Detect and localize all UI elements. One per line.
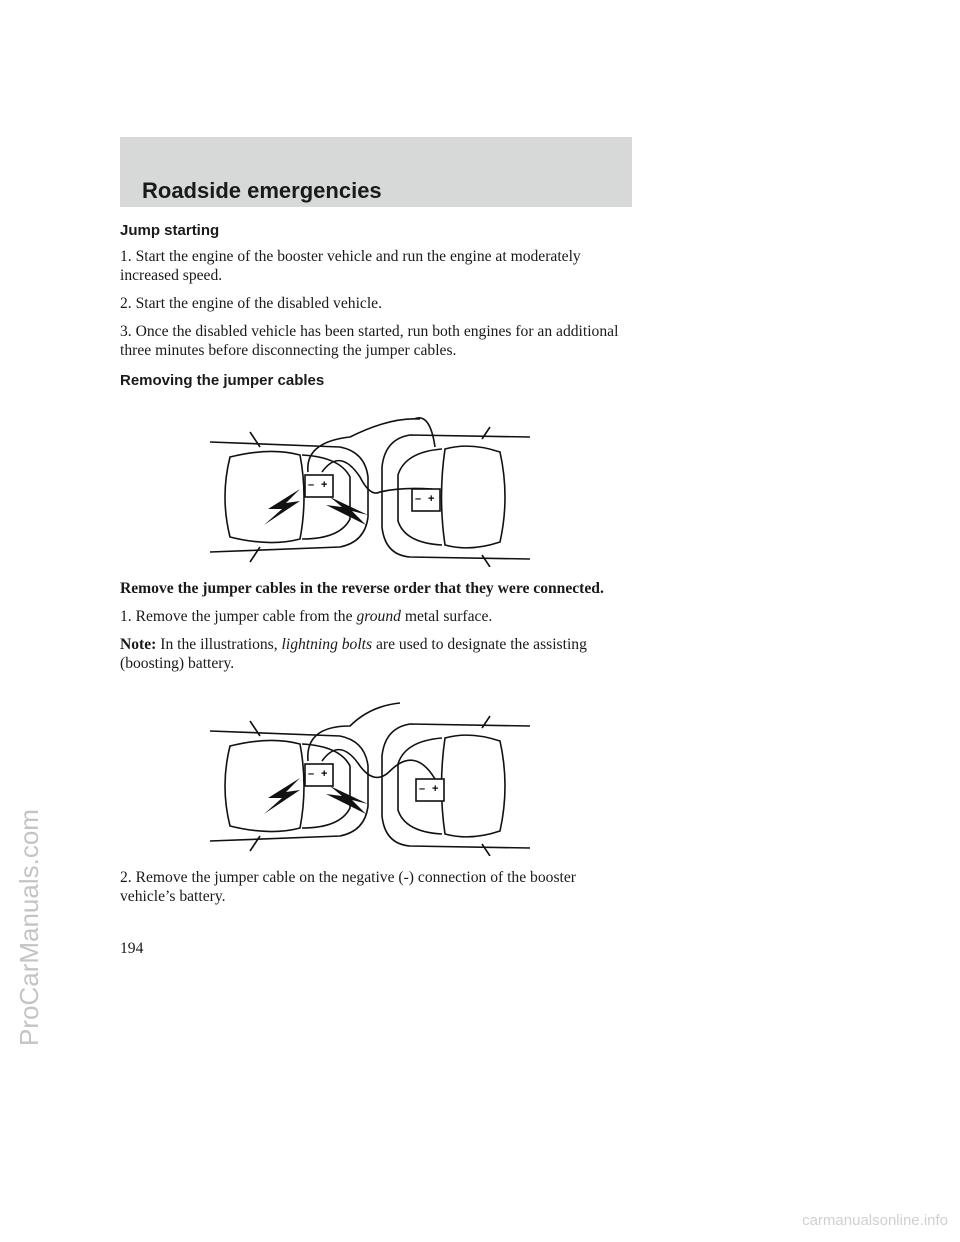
note-text-1: In the illustrations, (156, 636, 282, 653)
lightning-bolt-icon (326, 497, 368, 525)
battery-plus-label: + (321, 768, 328, 780)
content (120, 222, 620, 915)
battery-plus-label: + (428, 493, 435, 505)
battery-minus-label: – (308, 768, 315, 780)
lightning-bolt-icon (326, 786, 368, 814)
bottom-watermark: carmanualsonline.info (802, 1212, 948, 1229)
lightning-bolt-icon (264, 489, 300, 525)
reverse-order-instruction: Remove the jumper cables in the reverse order that they were connected. (120, 580, 604, 597)
remove-step-1-suffix: metal surface. (400, 608, 493, 625)
battery-plus-label: + (321, 479, 328, 491)
remove-step-2: 2. Remove the jumper cable on the negative (-) connection of the booster vehicle’s battery. (120, 869, 576, 905)
page-number: 194 (120, 940, 144, 957)
note (120, 635, 620, 673)
step-1: 1. Start the engine of the booster vehicle and run the engine at moderately increased speed. (120, 248, 581, 284)
page-title: Roadside emergencies (142, 178, 382, 203)
remove-step-1 (120, 607, 620, 626)
section-heading-removing: Removing the jumper cables (120, 372, 325, 389)
battery-minus-label: – (419, 783, 426, 795)
jump-start-illustration-1 (190, 397, 550, 567)
note-label: Note: (120, 636, 157, 653)
side-watermark: ProCarManuals.com (14, 809, 44, 1046)
battery-minus-label: – (415, 493, 422, 505)
lightning-bolt-icon (264, 778, 300, 814)
jump-start-illustration-2 (190, 691, 550, 856)
note-text-2: are used to designate the assisting (boosting) battery. (120, 636, 587, 672)
section-heading-jump-starting: Jump starting (120, 222, 220, 239)
battery-plus-label: + (432, 783, 439, 795)
battery-minus-label: – (308, 479, 315, 491)
note-italic: lightning bolts (281, 636, 373, 653)
remove-step-1-prefix: 1. Remove the jumper cable from the (120, 608, 357, 625)
remove-step-1-italic: ground (356, 608, 401, 625)
step-3: 3. Once the disabled vehicle has been started, run both engines for an additional three minutes before disconnecting the jumper cables. (120, 323, 619, 359)
step-2: 2. Start the engine of the disabled vehicle. (120, 295, 382, 312)
